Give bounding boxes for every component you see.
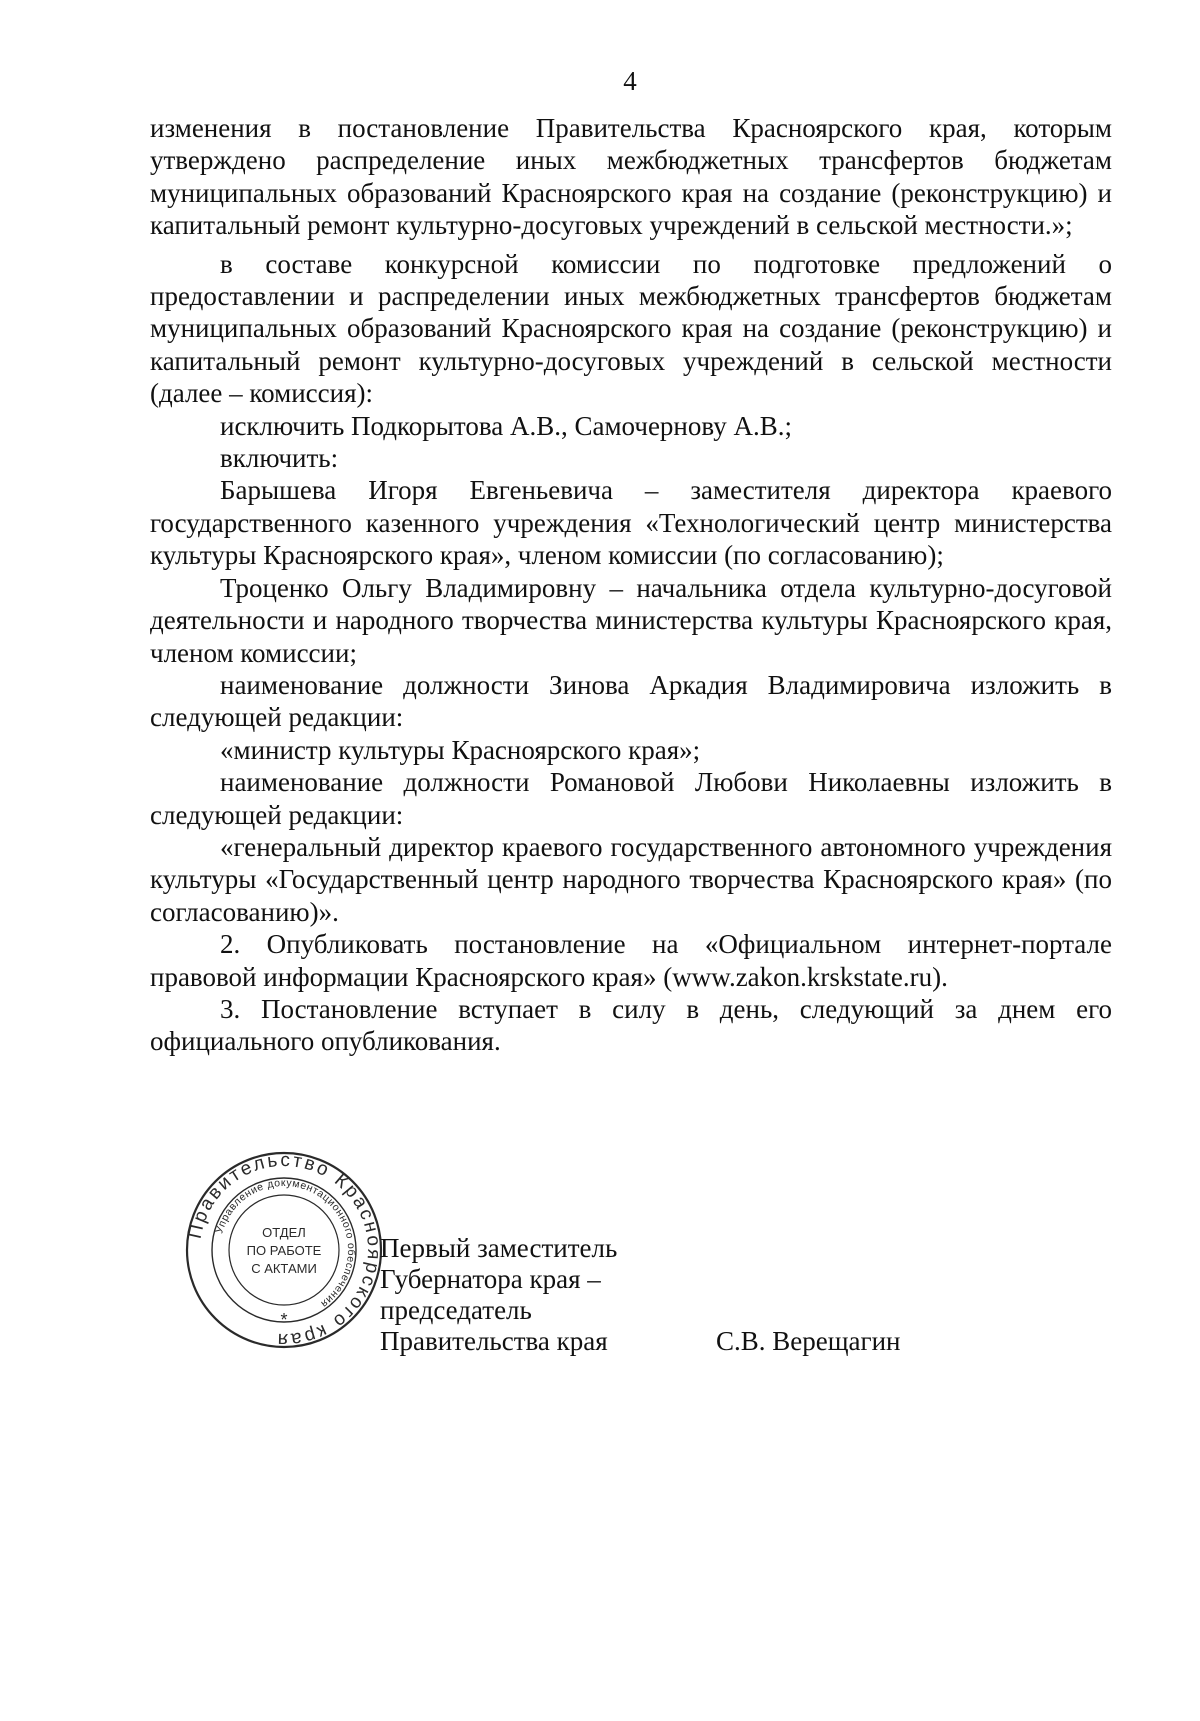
- document-body: [150, 112, 1112, 1058]
- signature-position-line: Губернатора края –: [380, 1264, 601, 1294]
- signature-position-line: председатель: [380, 1295, 532, 1325]
- paragraph: «генеральный директор краевого государственного автономного учреждения культуры «Государственный центр народного творчества Красноярского края» (по согласованию)».: [150, 831, 1112, 927]
- paragraph: изменения в постановление Правительства Красноярского края, которым утверждено распределение иных межбюджетных трансфертов бюджетам муниципальных образований Красноярского края на создание (реконструкцию) и капитальный ремонт культурно-досуговых учреждений в сельской местности.»;: [150, 113, 1112, 241]
- paragraph: 2. Опубликовать постановление на «Официальном интернет-портале правовой информации Красноярского края» (www.zakon.krskstate.ru).: [150, 929, 1112, 992]
- seal-inner-text: Управление документационного обеспечения: [213, 1176, 358, 1311]
- paragraph: Троценко Ольгу Владимировну – начальника отдела культурно-досуговой деятельности и народного творчества министерства культуры Красноярского края, членом комиссии;: [150, 572, 1112, 668]
- seal-center-line: С АКТАМИ: [251, 1261, 317, 1276]
- paragraph: наименование должности Зинова Аркадия Владимировича изложить в следующей редакции:: [150, 669, 1112, 733]
- paragraph: «министр культуры Красноярского края»;: [220, 734, 701, 765]
- signature-position: [380, 1233, 617, 1357]
- signature-position-line: Первый заместитель: [380, 1233, 618, 1263]
- seal-center-line: ПО РАБОТЕ: [246, 1243, 322, 1258]
- paragraph: исключить Подкорытова А.В., Самочернову А.В.;: [220, 410, 792, 441]
- seal-outer-text: Правительство Красноярского края: [184, 1150, 384, 1350]
- signer-name: С.В. Верещагин: [716, 1326, 901, 1356]
- paragraph: включить:: [220, 443, 339, 474]
- official-seal: [184, 1150, 384, 1350]
- paragraph: 3. Постановление вступает в силу в день, следующий за днем его официального опубликования.: [150, 993, 1112, 1057]
- page-number: 4: [623, 66, 637, 96]
- paragraph: в составе конкурсной комиссии по подготовке предложений о предоставлении и распределении иных межбюджетных трансфертов бюджетам муниципальных образований Красноярского края на создание (реконструкцию) и капитальный ремонт культурно-досуговых учреждений в сельской местности (далее – комиссия):: [150, 248, 1112, 409]
- signature-position-line: Правительства края: [380, 1326, 608, 1356]
- paragraph: наименование должности Романовой Любови Николаевны изложить в следующей редакции:: [150, 767, 1112, 830]
- paragraph: Барышева Игоря Евгеньевича – заместителя директора краевого государственного казенного учреждения «Технологический центр министерства культуры Красноярского края», членом комиссии (по согласованию);: [150, 475, 1112, 571]
- seal-center-line: ОТДЕЛ: [262, 1225, 306, 1240]
- seal-star: *: [280, 1310, 288, 1330]
